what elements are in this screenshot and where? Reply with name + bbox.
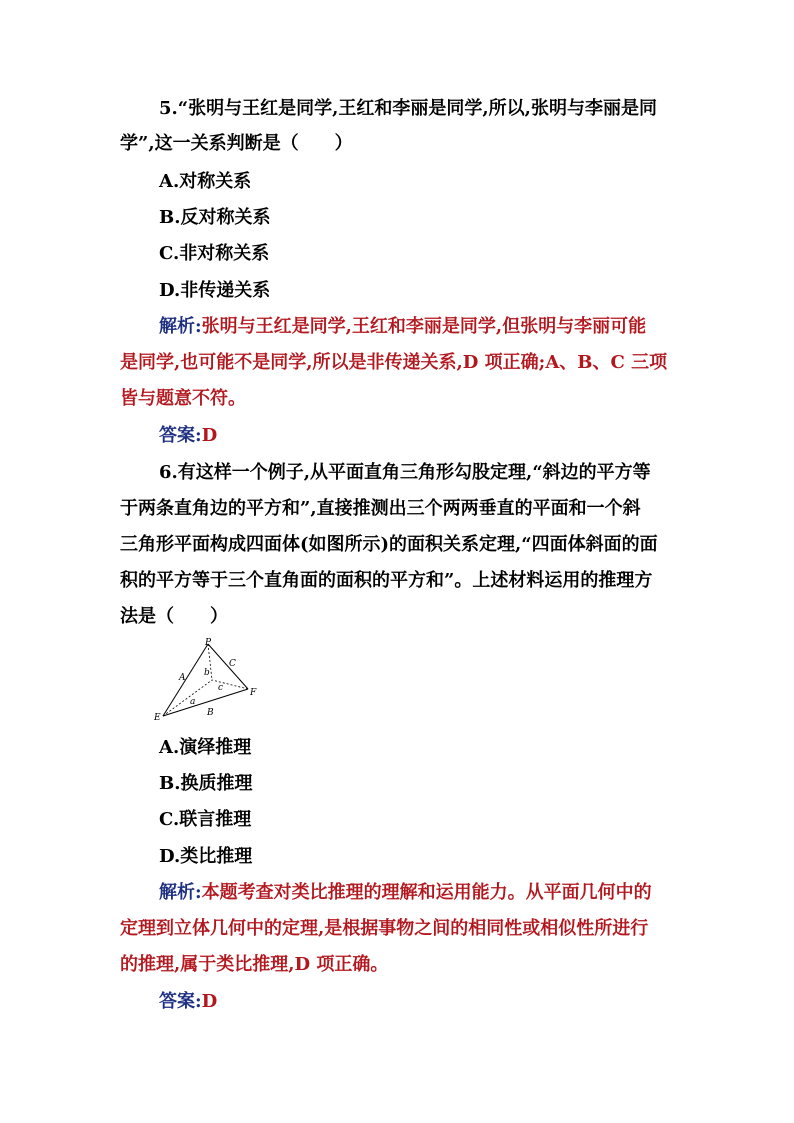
label-e: E (154, 713, 161, 722)
edge-ef (163, 689, 248, 716)
q5-analysis-label: 解析: (159, 316, 202, 337)
q5-answer-value: D (201, 425, 218, 446)
q6-answer (159, 990, 217, 1014)
q6-answer-value: D (201, 991, 218, 1012)
q5-answer-label: 答案: (159, 425, 202, 446)
q5-analysis-line-1 (159, 315, 646, 339)
q6-stem-line-4: 积的平方等于三个直角面的面积的平方和”。上述材料运用的推理方 (120, 570, 653, 591)
q5-analysis-line-2: 是同学,也可能不是同学,所以是非传递关系,D 项正确;A、B、C 三项 (120, 352, 668, 373)
q6-analysis-line-1 (159, 881, 652, 905)
q6-stem-line-2: 于两条直角边的平方和”,直接推测出三个两两垂直的平面和一个斜 (120, 498, 641, 519)
edge-pf (208, 644, 248, 689)
q6-stem-line-5: 法是（ ） (120, 606, 228, 627)
q5-option-a: A.对称关系 (159, 171, 252, 192)
q5-analysis-line-3: 皆与题意不符。 (120, 388, 246, 409)
q5-answer (159, 424, 217, 448)
tetrahedron-figure (150, 638, 260, 722)
label-c-lower: c (218, 683, 224, 693)
q6-analysis-line-3: 的推理,属于类比推理,D 项正确。 (120, 954, 389, 975)
label-a-upper: A (179, 673, 186, 683)
q5-analysis-text-1: 张明与王红是同学,王红和李丽是同学,但张明与李丽可能 (201, 316, 647, 337)
edge-eo-dashed (163, 680, 212, 716)
q6-analysis-text-1: 本题考查对类比推理的理解和运用能力。从平面几何中的 (201, 882, 652, 903)
q5-stem-line-1: 5.“张明与王红是同学,王红和李丽是同学,所以,张明与李丽是同 (159, 98, 657, 119)
q6-option-d: D.类比推理 (159, 846, 253, 867)
label-b-upper: B (207, 708, 214, 718)
q6-stem-line-1: 6.有这样一个例子,从平面直角三角形勾股定理,“斜边的平方等 (159, 462, 651, 483)
q6-option-a: A.演绎推理 (159, 737, 252, 758)
q5-stem-line-2: 学”,这一关系判断是（ ） (120, 133, 353, 154)
label-a-lower: a (190, 697, 196, 707)
q6-stem-line-3: 三角形平面构成四面体(如图所示)的面积关系定理,“四面体斜面的面 (120, 534, 658, 555)
label-f: F (250, 688, 257, 698)
q5-option-b: B.反对称关系 (159, 207, 271, 228)
q6-option-b: B.换质推理 (159, 773, 253, 794)
label-b-lower: b (204, 668, 210, 678)
edge-pe (163, 644, 208, 716)
q6-answer-label: 答案: (159, 991, 202, 1012)
q5-option-c: C.非对称关系 (159, 243, 270, 264)
q5-option-d: D.非传递关系 (159, 280, 271, 301)
q6-analysis-label: 解析: (159, 882, 202, 903)
q6-option-c: C.联言推理 (159, 809, 252, 830)
label-c-upper: C (229, 659, 236, 669)
label-p: P (205, 638, 212, 648)
q6-analysis-line-2: 定理到立体几何中的定理,是根据事物之间的相同性或相似性所进行 (120, 918, 649, 939)
